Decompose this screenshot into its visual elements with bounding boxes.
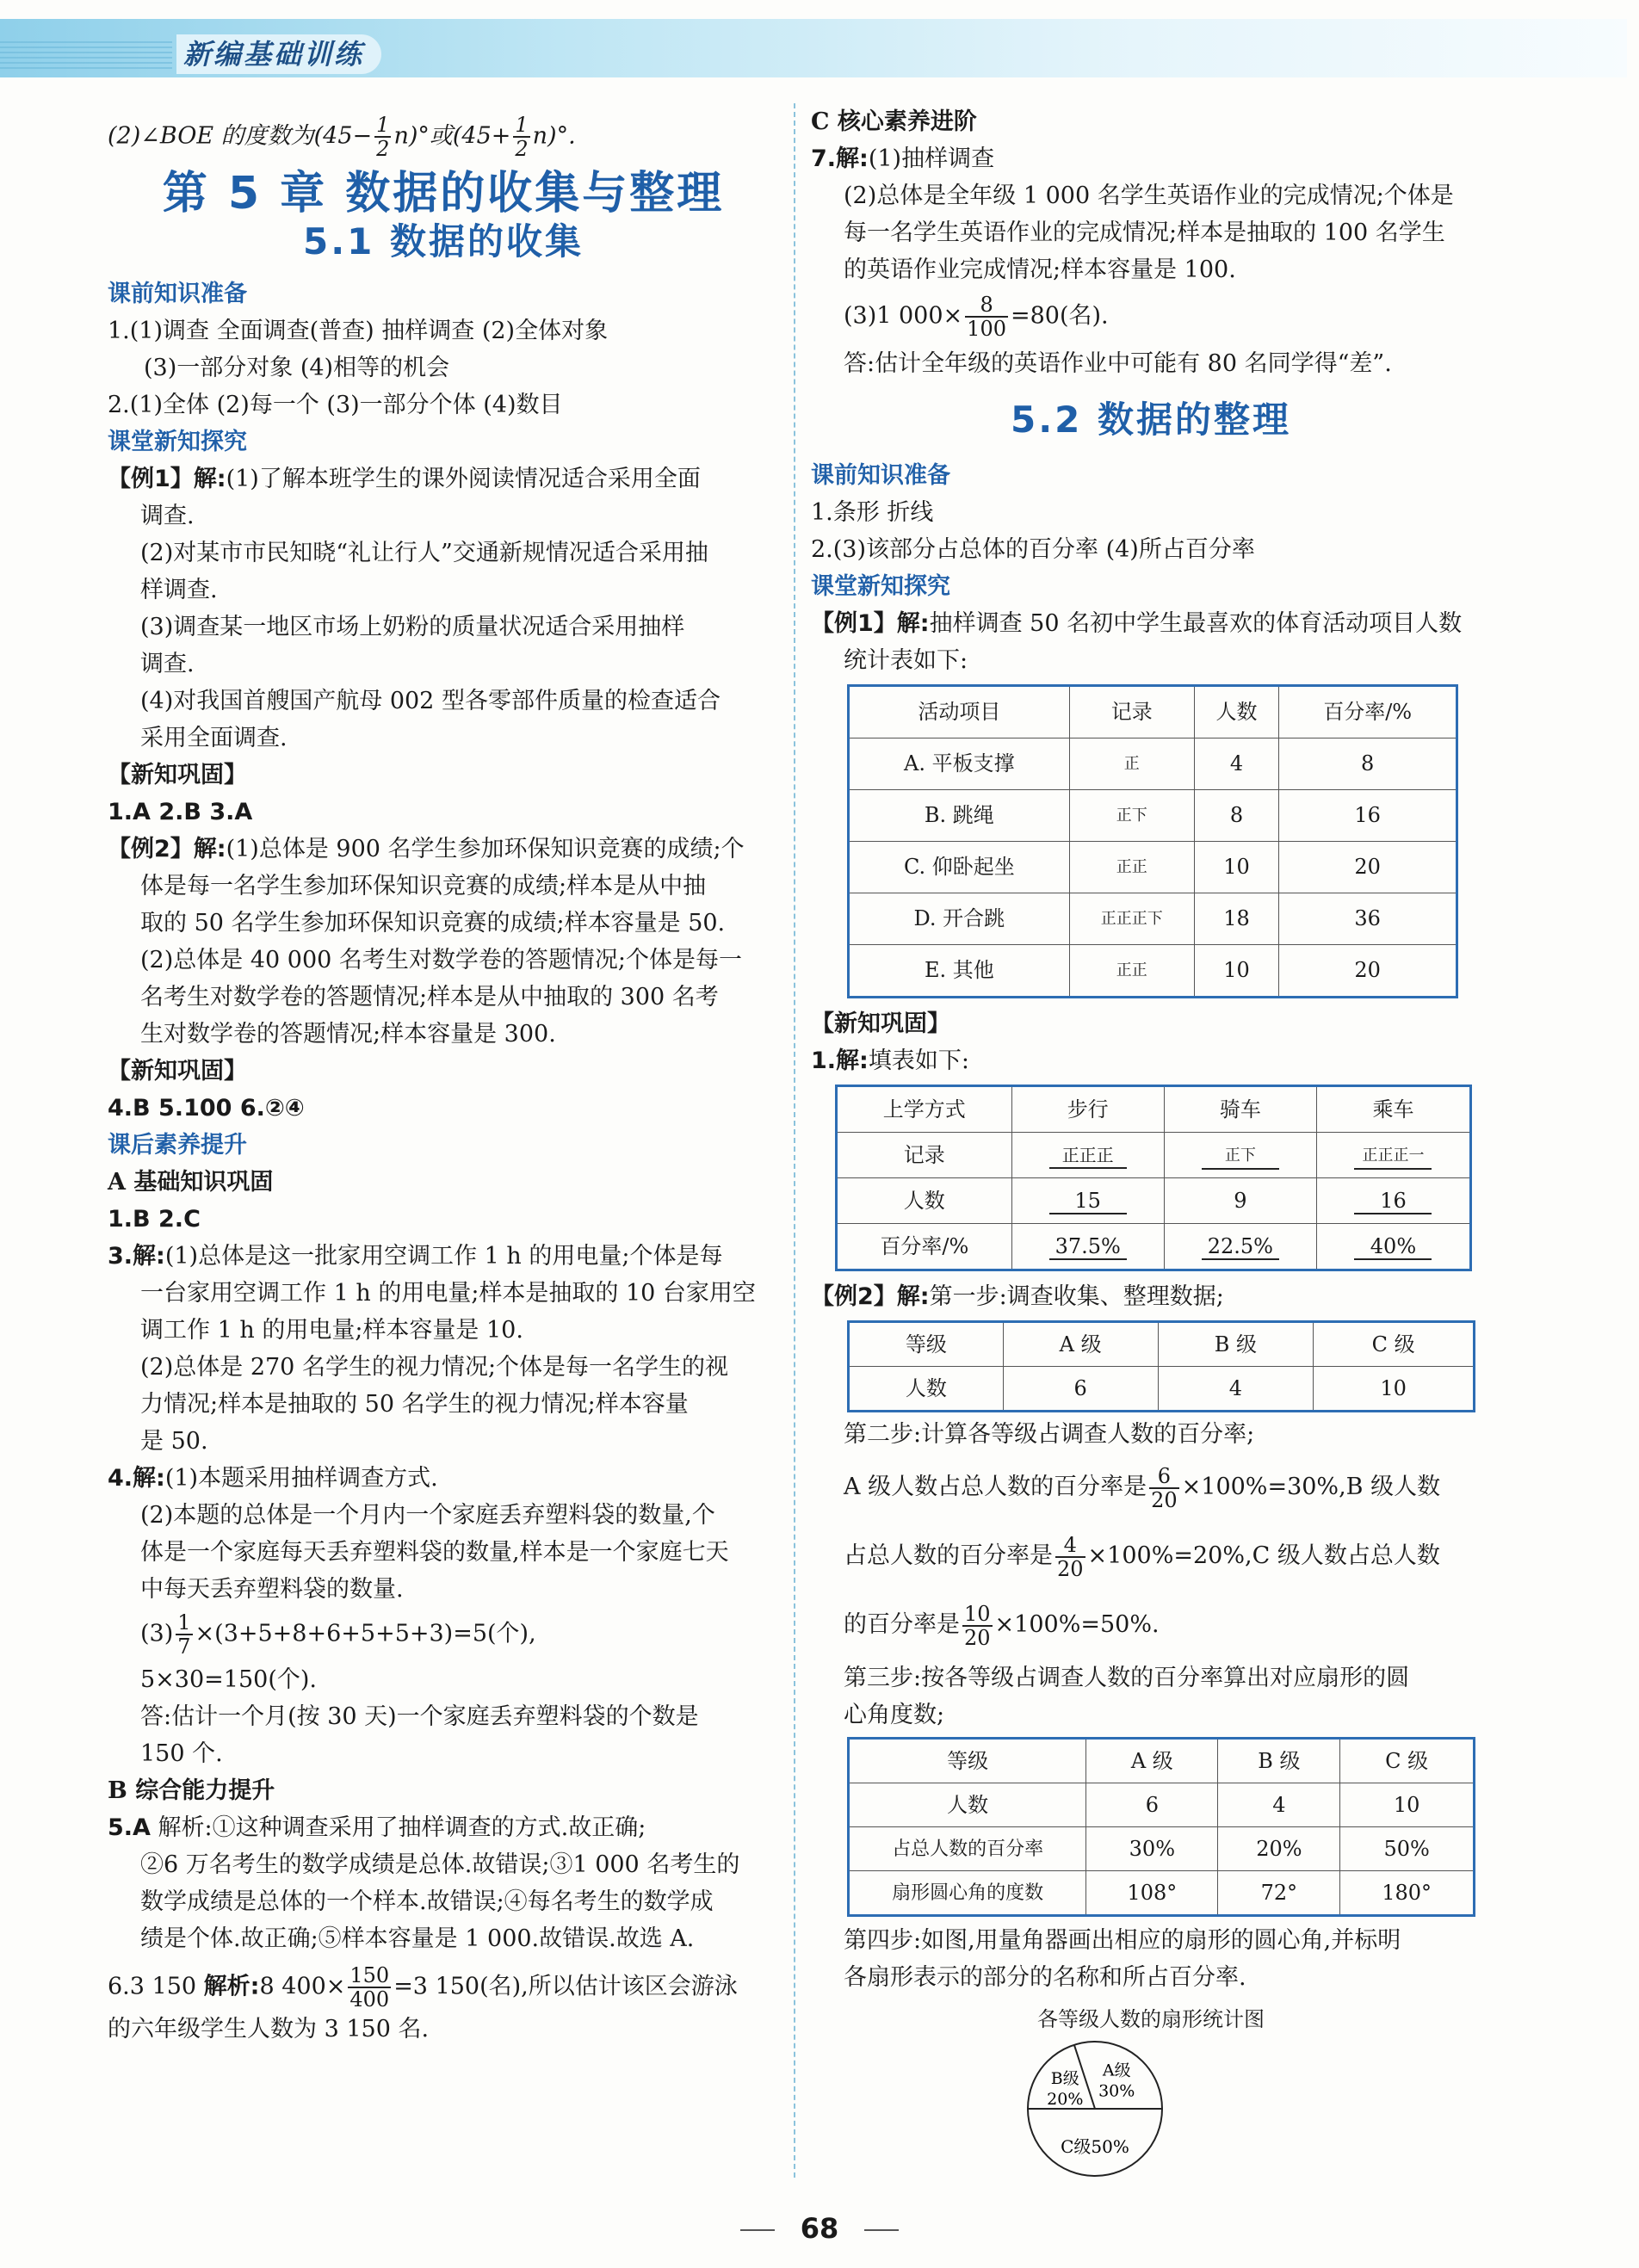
answer-line: 1.B 2.C [108, 1206, 201, 1233]
numerator: 4 [1055, 1534, 1085, 1558]
denominator: 400 [349, 1987, 390, 2012]
table-cell: 36 [1279, 893, 1457, 945]
subheading: 课后素养提升 [108, 1132, 247, 1159]
answer-line: (3)一部分对象 (4)相等的机会 [144, 355, 450, 381]
text: (1)总体是 900 名学生参加环保知识竞赛的成绩;个 [226, 836, 745, 862]
text-line: 心角度数; [844, 1702, 945, 1728]
numerator: 1 [376, 113, 390, 137]
right-column [811, 103, 1491, 2185]
table-cell-underlined: 正正正一 [1354, 1144, 1432, 1170]
table-cell-underlined: 37.5% [1049, 1234, 1127, 1260]
text-line: 中每天丢弃塑料袋的数量. [140, 1576, 404, 1603]
table-cell-underlined: 22.5% [1202, 1234, 1279, 1260]
text: (1)本题采用抽样调查方式. [164, 1465, 438, 1492]
table-cell: 50% [1340, 1827, 1475, 1871]
table-header-row [849, 686, 1457, 738]
answer-line: 1.(1)调查 全面调查(普查) 抽样调查 (2)全体对象 [108, 318, 609, 344]
pie-label-c: C级50% [1061, 2135, 1129, 2157]
table-cell: 4 [1194, 738, 1279, 790]
numerator: 6 [1149, 1465, 1179, 1489]
text-line: 数学成绩是总体的一个样本.故错误;④每名考生的数学成 [140, 1888, 714, 1915]
text: (1)了解本班学生的课外阅读情况适合采用全面 [226, 466, 701, 492]
table-cell: A. 平板支撑 [849, 738, 1070, 790]
table-header: B 级 [1158, 1322, 1314, 1367]
table-row [849, 893, 1457, 945]
denominator: 2 [515, 137, 529, 161]
text-line: 一台家用空调工作 1 h 的用电量;样本是抽取的 10 台家用空 [140, 1280, 756, 1307]
chapter-title: 第 5 章 数据的收集与整理 [162, 168, 725, 219]
table-header: C 级 [1340, 1739, 1475, 1783]
table-cell: 20 [1279, 842, 1457, 893]
subheading: 【新知巩固】 [811, 1010, 950, 1037]
numerator: 8 [965, 294, 1008, 318]
table-row [849, 1871, 1475, 1916]
text-line: 调查. [140, 651, 195, 677]
example-label: 【例1】解: [108, 466, 226, 492]
page-number: 68 [800, 2212, 839, 2245]
text: 6.3 150 [108, 1973, 204, 2000]
table-cell: 10 [1314, 1367, 1475, 1412]
fraction [374, 114, 391, 160]
dash-right [864, 2229, 899, 2231]
text-line: 每一名学生英语作业的完成情况;样本是抽取的 100 名学生 [844, 219, 1445, 246]
text-line: (3)调查某一地区市场上奶粉的质量状况适合采用抽样 [140, 614, 685, 640]
table-row [849, 842, 1457, 893]
numerator: 1 [515, 113, 529, 137]
text-line: (2)对某市市民知晓“礼让行人”交通新规情况适合采用抽 [140, 540, 708, 566]
table-cell: B. 跳绳 [849, 790, 1070, 842]
text-line: 5×30=150(个). [140, 1666, 317, 1693]
question-line [108, 1460, 779, 1497]
table-row [849, 1827, 1475, 1871]
pie-title: 各等级人数的扇形统计图 [1037, 2007, 1265, 2031]
text-line: 调工作 1 h 的用电量;样本容量是 10. [140, 1317, 523, 1344]
commute-table [835, 1085, 1472, 1271]
text-line: 的六年级学生人数为 3 150 名. [108, 2016, 430, 2042]
subheading: A 基础知识巩固 [108, 1169, 274, 1196]
pie-label-name: A级 [1102, 2061, 1131, 2080]
table-row [849, 1783, 1475, 1827]
table-cell: 16 [1279, 790, 1457, 842]
table-row [849, 790, 1457, 842]
text: n)°或(45+ [393, 122, 511, 150]
question-label: 1.解: [811, 1047, 869, 1074]
subheading: 【新知巩固】 [108, 762, 247, 788]
text: 填表如下: [868, 1047, 969, 1074]
pie-label-pct: 20% [1047, 2089, 1084, 2109]
table-header: 等级 [849, 1739, 1086, 1783]
text-line: 体是一个家庭每天丢弃塑料袋的数量,样本是一个家庭七天 [140, 1539, 729, 1566]
text-line: 绩是个体.故正确;⑤样本容量是 1 000.故错误.故选 A. [140, 1925, 695, 1952]
table-row [837, 1178, 1471, 1224]
table-header: 等级 [849, 1322, 1004, 1367]
example-label: 【例1】解: [811, 610, 930, 637]
formula-line [108, 1611, 779, 1658]
table-cell: 正下 [1069, 790, 1194, 842]
activity-table [847, 684, 1458, 998]
formula-line [811, 1591, 1491, 1659]
text: (2)∠BOE 的度数为 [108, 122, 314, 150]
text-line: 的英语作业完成情况;样本容量是 100. [844, 256, 1236, 283]
table-header: 乘车 [1316, 1086, 1470, 1133]
text-line: 体是每一名学生参加环保知识竞赛的成绩;样本是从中抽 [140, 873, 707, 899]
table-cell: 8 [1194, 790, 1279, 842]
numerator: 1 [177, 1610, 191, 1635]
table-cell: 百分率/% [837, 1224, 1012, 1270]
formula-line [811, 294, 1491, 340]
example-line [811, 1278, 1491, 1315]
table-cell-underlined: 16 [1354, 1189, 1432, 1214]
fraction [962, 1603, 993, 1649]
text: (3)1 000× [844, 302, 963, 330]
text: 解析:①这种调查采用了抽样调查的方式.故正确; [150, 1814, 646, 1841]
table-header: 人数 [1194, 686, 1279, 738]
text: 占总人数的百分率是 [844, 1542, 1053, 1569]
table-cell: 人数 [849, 1783, 1086, 1827]
example-line [108, 831, 779, 868]
fraction [1149, 1465, 1179, 1511]
table-cell: 扇形圆心角的度数 [849, 1871, 1086, 1916]
table-cell: 20 [1279, 945, 1457, 998]
answer-line: 1.A 2.B 3.A [108, 799, 253, 825]
column-divider [794, 103, 795, 2178]
text: 第一步:调查收集、整理数据; [929, 1283, 1224, 1310]
numerator: 150 [349, 1963, 390, 1987]
table-cell: 30% [1086, 1827, 1218, 1871]
table-header: 骑车 [1164, 1086, 1316, 1133]
formula-line [811, 1453, 1491, 1522]
table-row [849, 945, 1457, 998]
text: ×(3+5+8+6+5+5+3)=5(个), [195, 1620, 536, 1647]
table-header-row [837, 1086, 1471, 1133]
question-label: 4.解: [108, 1465, 165, 1492]
text-line: (4)对我国首艘国产航母 002 型各零部件质量的检查适合 [140, 688, 721, 714]
text-line: 150 个. [140, 1740, 223, 1767]
text-line: 生对数学卷的答题情况;样本容量是 300. [140, 1021, 556, 1047]
question-label: 解析: [203, 1973, 260, 2000]
subheading: C 核心素养进阶 [811, 108, 977, 135]
example-label: 【例2】解: [811, 1283, 930, 1310]
text-line: 答:估计一个月(按 30 天)一个家庭丢弃塑料袋的个数是 [140, 1703, 699, 1730]
table-cell-underlined: 正下 [1202, 1144, 1279, 1170]
table-cell: 人数 [837, 1178, 1012, 1224]
table-cell: 10 [1194, 945, 1279, 998]
text-line: (2)本题的总体是一个月内一个家庭丢弃塑料袋的数量,个 [140, 1502, 715, 1529]
fraction [1055, 1534, 1085, 1580]
table-row [849, 738, 1457, 790]
table-cell: 4 [1218, 1783, 1340, 1827]
table-cell: 6 [1086, 1783, 1218, 1827]
table-cell-underlined: 正正正 [1049, 1143, 1127, 1169]
fraction [176, 1611, 192, 1658]
text-line: 力情况;样本是抽取的 50 名学生的视力情况;样本容量 [140, 1391, 689, 1418]
example-line [108, 460, 779, 497]
fraction [965, 294, 1008, 340]
text: 的百分率是 [844, 1611, 960, 1638]
text: ×100%=30%,B 级人数 [1181, 1474, 1441, 1500]
dash-left [740, 2229, 775, 2231]
text-line: 各扇形表示的部分的名称和所占百分率. [844, 1964, 1246, 1991]
table-header: 上学方式 [837, 1086, 1012, 1133]
table-cell: E. 其他 [849, 945, 1070, 998]
denominator: 20 [1151, 1487, 1178, 1512]
fraction [348, 1964, 391, 2011]
table-header: C 级 [1314, 1322, 1475, 1367]
question-line [811, 1042, 1491, 1079]
table-header-row [849, 1739, 1475, 1783]
table-cell: 10 [1340, 1783, 1475, 1827]
question-label: 7.解: [811, 145, 869, 172]
subheading: 课堂新知探究 [811, 573, 950, 600]
denominator: 7 [177, 1635, 191, 1659]
table-cell: 4 [1158, 1367, 1314, 1412]
denominator: 100 [967, 317, 1006, 341]
text: (1)抽样调查 [868, 145, 995, 172]
pie-group [1028, 2042, 1162, 2176]
table-cell: 记录 [837, 1133, 1012, 1178]
answer-line: 1.条形 折线 [811, 499, 934, 526]
section-title: 5.1 数据的收集 [302, 220, 584, 263]
text-line: 第四步:如图,用量角器画出相应的扇形的圆心角,并标明 [844, 1927, 1401, 1954]
text: 抽样调查 50 名初中学生最喜欢的体育活动项目人数 [929, 610, 1463, 637]
table-header: 步行 [1011, 1086, 1164, 1133]
text: 8 400× [259, 1973, 346, 2000]
text: ×100%=50%. [994, 1611, 1160, 1638]
answer-line: 2.(3)该部分占总体的百分率 (4)所占百分率 [811, 536, 1255, 563]
answer-line: 4.B 5.100 6.②④ [108, 1095, 305, 1122]
table-cell-underlined: 40% [1354, 1234, 1432, 1260]
answer-line: 2.(1)全体 (2)每一个 (3)一部分个体 (4)数目 [108, 392, 563, 418]
subheading: 【新知巩固】 [108, 1058, 247, 1085]
text: =3 150(名),所以估计该区会游泳 [393, 1973, 738, 2000]
question-label: 3.解: [108, 1243, 165, 1270]
series-title: 新编基础训练 [176, 34, 381, 74]
text-line: 取的 50 名学生参加环保知识竞赛的成绩;样本容量是 50. [140, 910, 726, 936]
continued-answer [108, 114, 779, 160]
table-cell: 正正 [1069, 945, 1194, 998]
table-cell: 正正 [1069, 842, 1194, 893]
text: n)°. [532, 122, 576, 150]
table-cell: 180° [1340, 1871, 1475, 1916]
text: (1)总体是这一批家用空调工作 1 h 的用电量;个体是每 [164, 1243, 723, 1270]
table-header-row [849, 1322, 1475, 1367]
table-cell-underlined: 15 [1049, 1189, 1127, 1214]
text-line: ②6 万名考生的数学成绩是总体.故错误;③1 000 名考生的 [140, 1851, 740, 1878]
table-row [849, 1367, 1475, 1412]
table-row [837, 1224, 1471, 1270]
denominator: 2 [376, 137, 390, 161]
subheading: 课前知识准备 [108, 281, 247, 307]
table-cell: 人数 [849, 1367, 1004, 1412]
text-line: 名考生对数学卷的答题情况;样本是从中抽取的 300 名考 [140, 984, 719, 1010]
example-label: 【例2】解: [108, 836, 226, 862]
text: A 级人数占总人数的百分率是 [844, 1474, 1147, 1500]
table-row [837, 1133, 1471, 1178]
table-header: A 级 [1086, 1739, 1218, 1783]
subheading: B 综合能力提升 [108, 1777, 275, 1804]
question-label: 5.A [108, 1814, 151, 1841]
grade-angle-table [847, 1737, 1475, 1917]
table-cell: 正正正下 [1069, 893, 1194, 945]
text-line: 样调查. [140, 577, 218, 603]
subheading: 课堂新知探究 [108, 429, 247, 455]
text-line: 是 50. [140, 1428, 208, 1455]
header-stripes [0, 41, 172, 72]
section-title: 5.2 数据的整理 [1010, 399, 1292, 441]
denominator: 20 [1057, 1556, 1084, 1581]
table-cell: 10 [1194, 842, 1279, 893]
text: (45− [313, 122, 373, 150]
text-line: (2)总体是 40 000 名考生对数学卷的答题情况;个体是每一 [140, 947, 742, 973]
text-line: 答:估计全年级的英语作业中可能有 80 名同学得“差”. [844, 350, 1392, 377]
text-line: 第三步:按各等级占调查人数的百分率算出对应扇形的圆 [844, 1665, 1410, 1691]
page-number-row [0, 2212, 1639, 2245]
table-cell: 72° [1218, 1871, 1340, 1916]
question-line [811, 140, 1491, 177]
question-line [108, 1809, 779, 1846]
numerator: 10 [964, 1601, 991, 1626]
table-cell: 正 [1069, 738, 1194, 790]
text-line: 统计表如下: [844, 647, 968, 674]
table-cell: 18 [1194, 893, 1279, 945]
pie-label-name: B级 [1050, 2068, 1079, 2088]
formula-line [811, 1522, 1491, 1591]
table-header: 记录 [1069, 686, 1194, 738]
left-column [108, 103, 779, 2048]
table-cell: 108° [1086, 1871, 1218, 1916]
table-cell: D. 开合跳 [849, 893, 1070, 945]
pie-chart [811, 2038, 1491, 2185]
fraction [513, 114, 529, 160]
text-line: (2)总体是 270 名学生的视力情况;个体是每一名学生的视 [140, 1354, 729, 1381]
text: =80(名). [1010, 302, 1109, 330]
text: (3) [140, 1620, 174, 1647]
text-line: 采用全面调查. [140, 725, 288, 751]
grade-count-table [847, 1320, 1475, 1412]
table-cell: 8 [1279, 738, 1457, 790]
question-line [108, 1964, 779, 2011]
text-line: (2)总体是全年级 1 000 名学生英语作业的完成情况;个体是 [844, 182, 1454, 209]
table-header: 活动项目 [849, 686, 1070, 738]
denominator: 20 [964, 1625, 991, 1650]
text-line: 第二步:计算各等级占调查人数的百分率; [844, 1421, 1255, 1448]
question-line [108, 1238, 779, 1275]
table-cell: 9 [1164, 1178, 1316, 1224]
table-cell: 6 [1003, 1367, 1158, 1412]
subheading: 课前知识准备 [811, 462, 950, 489]
text-line: 调查. [140, 503, 195, 529]
text: ×100%=20%,C 级人数占总人数 [1087, 1542, 1440, 1569]
table-cell: 占总人数的百分率 [849, 1827, 1086, 1871]
table-header: B 级 [1218, 1739, 1340, 1783]
table-header: A 级 [1003, 1322, 1158, 1367]
table-header: 百分率/% [1279, 686, 1457, 738]
table-cell: C. 仰卧起坐 [849, 842, 1070, 893]
pie-label-pct: 30% [1098, 2081, 1135, 2101]
example-line [811, 605, 1491, 642]
table-cell: 20% [1218, 1827, 1340, 1871]
